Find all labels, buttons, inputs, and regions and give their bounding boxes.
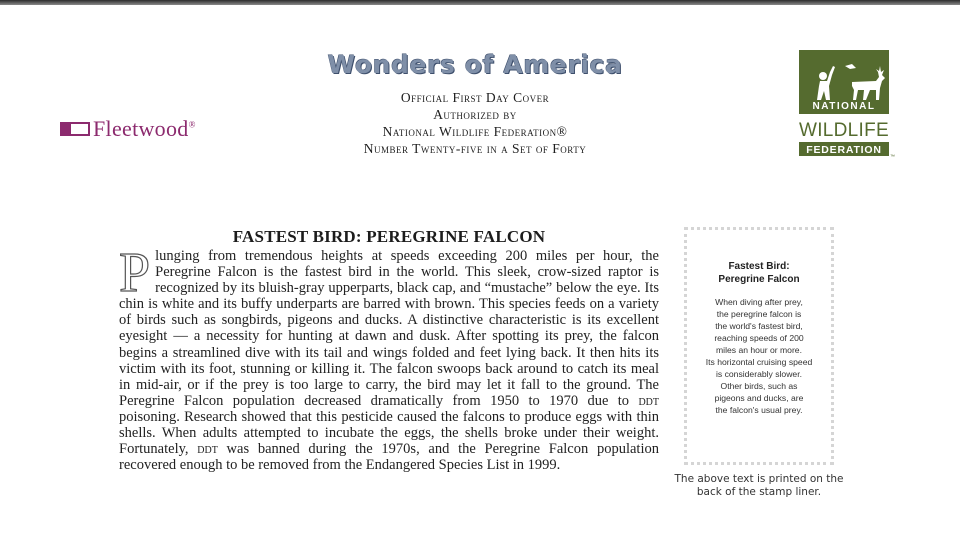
logo-national: NATIONAL [812,101,876,112]
stamp-body-line: the falcon's usual prey. [715,405,803,415]
fleetwood-logo [60,116,196,142]
logo-wildlife: WILDLIFE [798,120,890,141]
national-wildlife-federation-logo [790,48,896,164]
stamp-title [687,260,831,286]
stamp-body-line: miles an hour or more. [716,345,802,355]
stamp-body-line: pigeons and ducks, are [714,393,804,403]
subtitle-line: Authorized by [433,107,517,122]
ddt-abbreviation: ddt [638,392,659,409]
article-body [119,242,659,474]
logo-trademark: ™ [890,154,895,160]
article-title: FASTEST BIRD: PEREGRINE FALCON [232,227,546,246]
stamp-title-line: Fastest Bird: [728,261,790,272]
stamp-body-line: the peregrine falcon is [716,309,802,319]
stamp-body-line: When diving after prey, [715,297,803,307]
stamp-liner-note [665,473,853,499]
stamp-liner [684,227,834,465]
article-text-part: was banned during the 1970s, and the Peregrine Falcon population recovered enough to be removed from the Endangered Species List in 1999. [119,441,659,474]
stamp-note-line: back of the stamp liner. [696,486,822,498]
logo-federation: FEDERATION [806,144,882,156]
envelope-top-edge [0,0,960,5]
stamp-body-line: Its horizontal cruising speed [705,357,813,367]
stamp-body [699,296,819,416]
article-text-part: poisoning. Research showed that this pesticide caused the falcons to produce eggs with thin shells. When adults attempted to incubate the eggs, the shells broke under their weight. Fortunately, [119,408,659,458]
dropcap: P [119,242,151,304]
stamp-body-line: is considerably slower. [716,369,802,379]
ddt-abbreviation: ddt [197,441,218,458]
stamp-body-line: the world's fastest bird, [715,321,803,331]
stamp-note-line: The above text is printed on the [674,473,844,485]
stamp-body-line: reaching speeds of 200 [714,333,804,343]
subtitle-line: Official First Day Cover [400,90,550,105]
stamp-title-line: Peregrine Falcon [718,274,800,285]
article-text-part: lunging from tremendous heights at speeds exceeding 200 miles per hour, the Peregrine Falcon is the fastest bird in the world. This sleek, crow-sized raptor is recognized by its bluish-gray upperparts, black cap, and “mustache” below the eye. Its chin is white and its buffy underparts are barred with brown. This species feeds on a variety of birds such as songbirds, pigeons and ducks. A distinctive characteristic is its excellent eyesight — a necessity for hunting at dawn and dusk. After spotting its prey, the falcon begins a streamlined dive with its tail and wings folded and feet lying back. It then hits its victim with its foot, stunning or killing it. The falcon swoops back around to catch its meal in mid-air, or if the prey is too large to carry, the bird may let it fall to the ground. The Peregrine Falcon population decreased dramatically from 1950 to 1970 due to [119,248,659,409]
stamp-body-line: Other birds, such as [720,381,798,391]
fleetwood-box-icon [60,122,90,136]
subtitle-line: Number Twenty-five in a Set of Forty [363,141,587,156]
series-title: Wonders of America [327,50,623,79]
subtitle-line: National Wildlife Federation® [382,124,568,139]
fleetwood-wordmark: Fleetwood® [93,116,196,141]
